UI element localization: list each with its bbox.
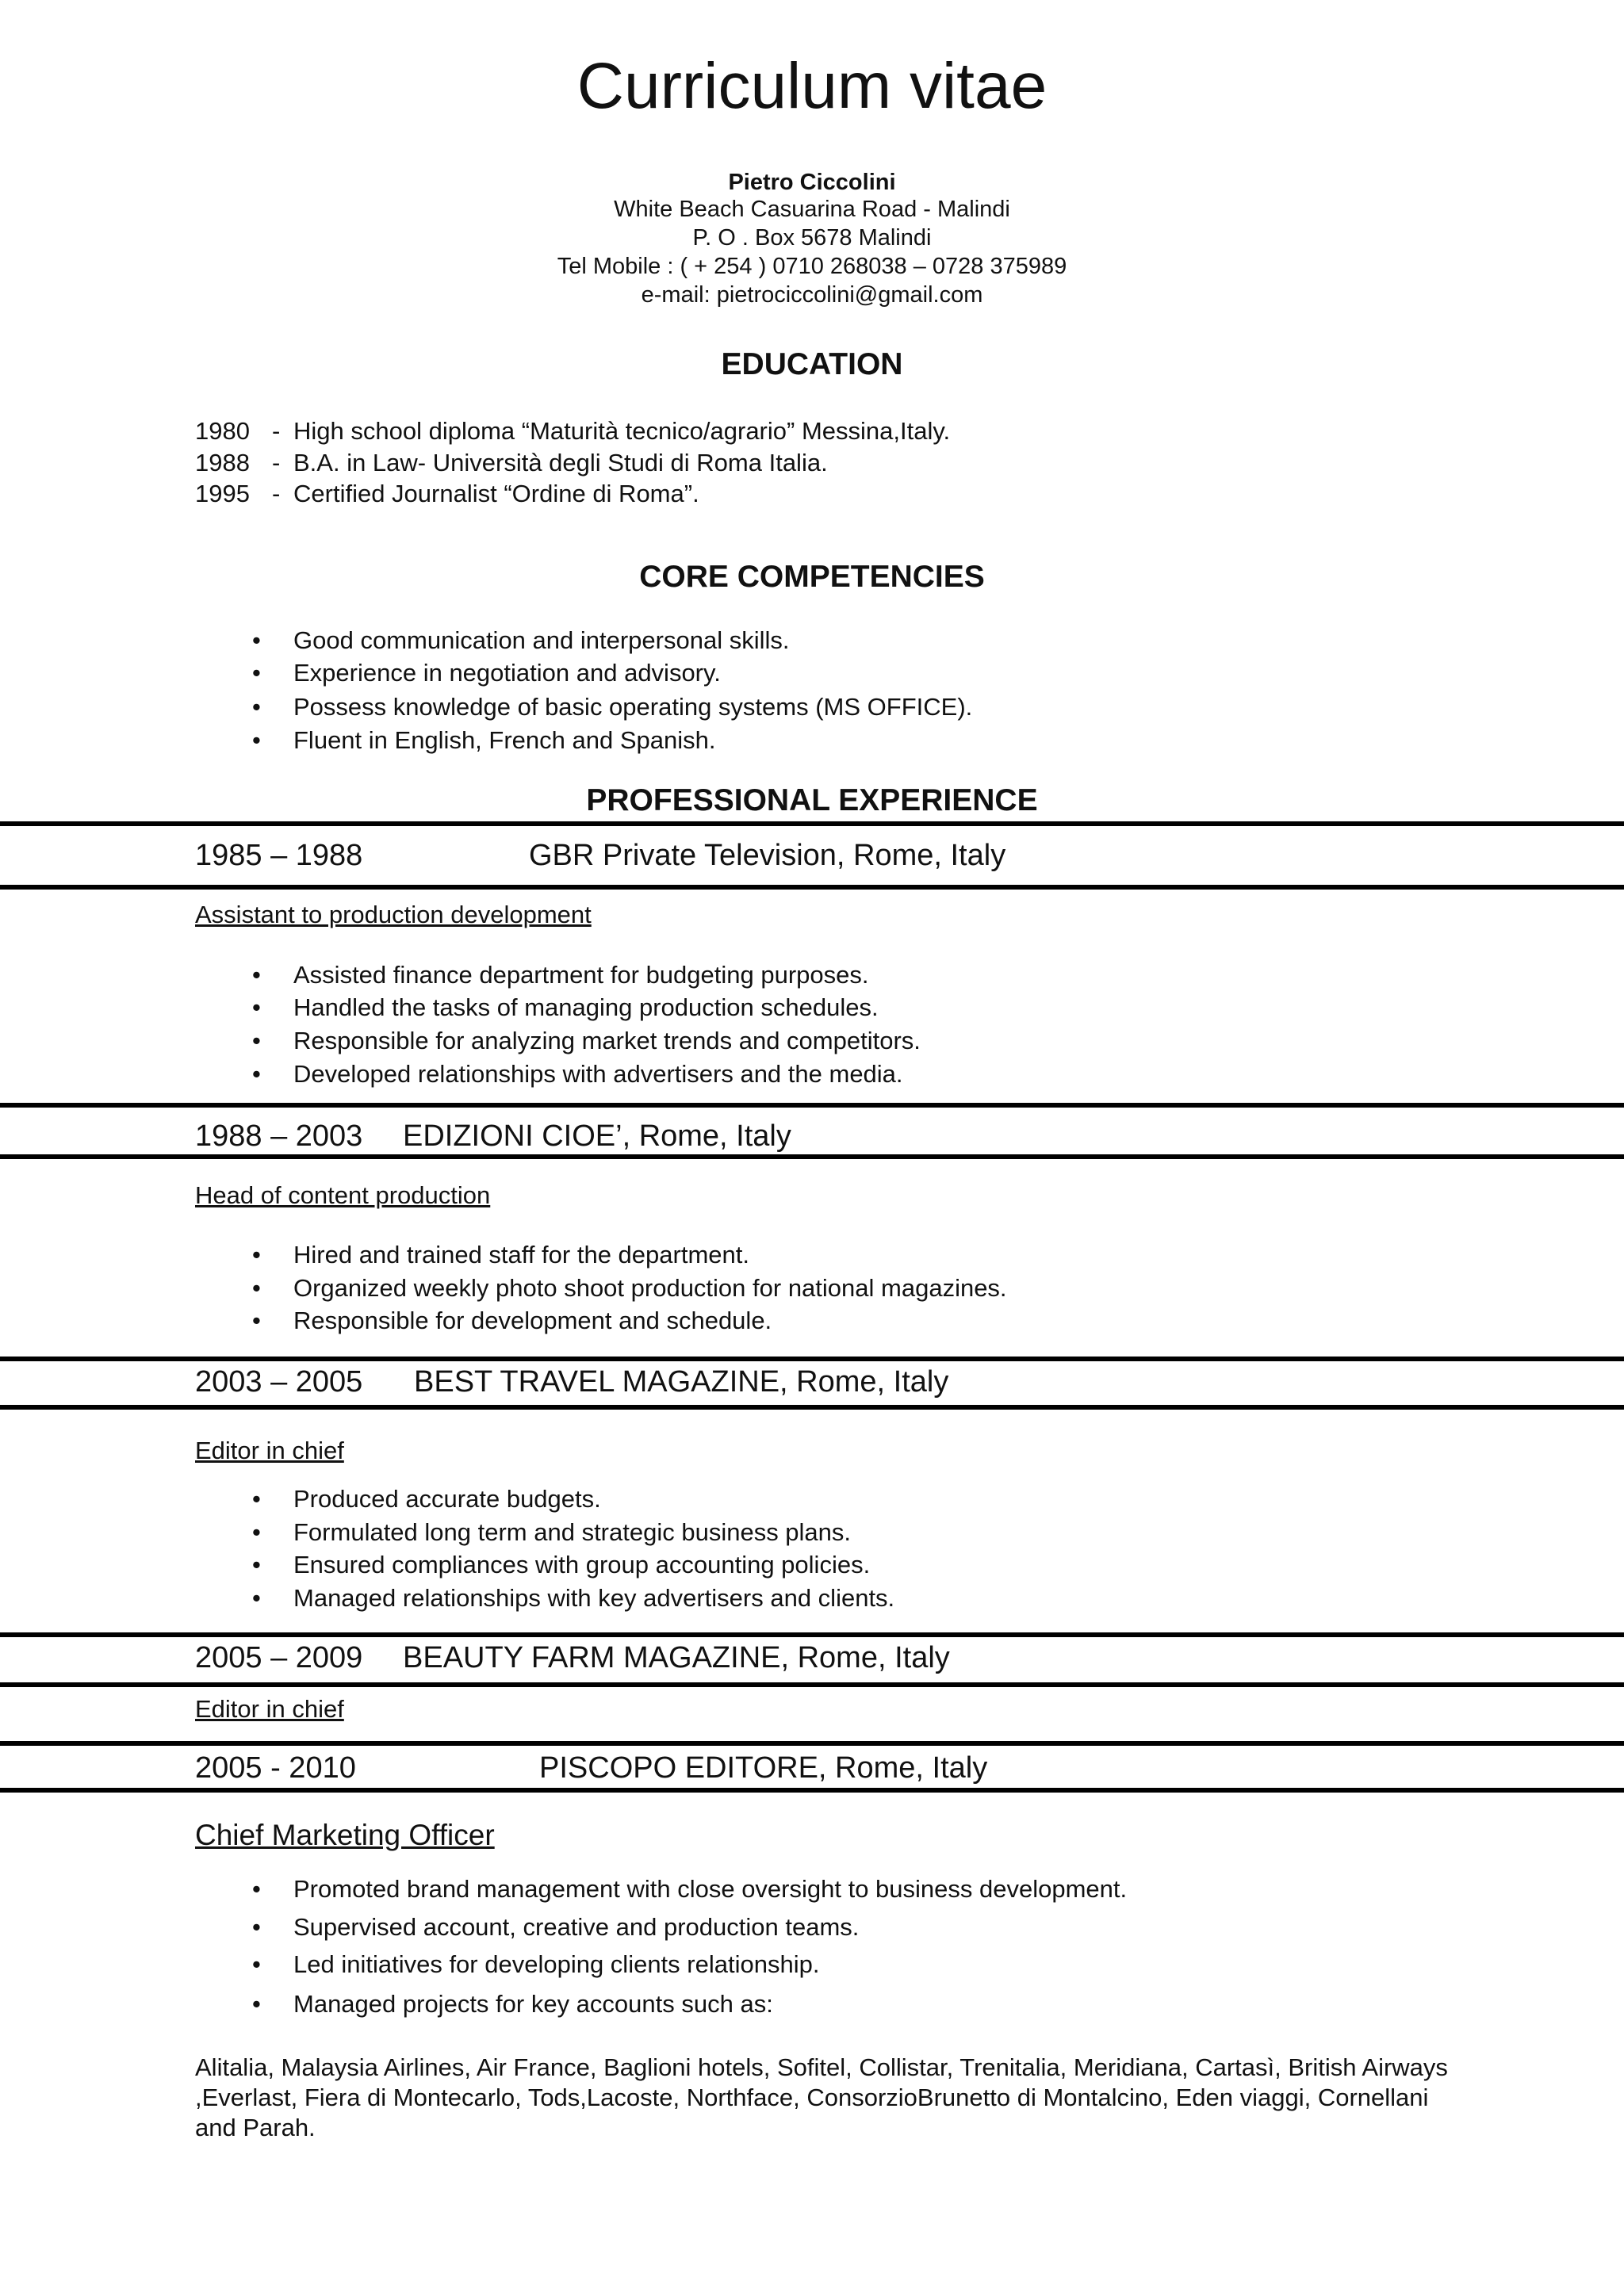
job-role: Chief Marketing Officer (195, 1819, 495, 1851)
section-divider (0, 821, 1624, 826)
education-dash: - (272, 417, 281, 445)
job-role: Editor in chief (195, 1437, 344, 1464)
section-divider (0, 1154, 1624, 1159)
bullet-icon: • (252, 1518, 261, 1546)
competencies-heading: CORE COMPETENCIES (639, 560, 985, 594)
contact-address-line-2: P. O . Box 5678 Malindi (692, 225, 932, 251)
bullet-icon: • (252, 1913, 261, 1941)
job-duty: Formulated long term and strategic business plans. (293, 1518, 852, 1546)
job-dates: 1985 – 1988 (195, 839, 363, 872)
competency-item: Experience in negotiation and advisory. (293, 659, 721, 687)
bullet-icon: • (252, 1551, 261, 1578)
job-role: Head of content production (195, 1181, 491, 1209)
job-duty: Responsible for development and schedule. (293, 1307, 772, 1334)
section-divider (0, 1103, 1624, 1108)
page-title: Curriculum vitae (576, 50, 1048, 122)
contact-name: Pietro Ciccolini (728, 170, 896, 195)
bullet-icon: • (252, 1274, 261, 1302)
education-item: B.A. in Law- Università degli Studi di Roma Italia. (293, 449, 828, 476)
bullet-icon: • (252, 726, 261, 754)
bullet-icon: • (252, 1485, 261, 1513)
experience-heading: PROFESSIONAL EXPERIENCE (586, 783, 1038, 817)
section-divider (0, 1357, 1624, 1361)
job-dates: 2005 - 2010 (195, 1751, 356, 1785)
job-dates: 1988 – 2003 (195, 1119, 363, 1153)
bullet-icon: • (252, 1584, 261, 1612)
education-year: 1995 (195, 480, 250, 507)
education-item: Certified Journalist “Ordine di Roma”. (293, 480, 699, 507)
bullet-icon: • (252, 1950, 261, 1978)
clients-paragraph: Alitalia, Malaysia Airlines, Air France, Baglioni hotels, Sofitel, Collistar, Trenitalia, Meridiana, Cartasì, British Airways ,Everlast, Fiera di Montecarlo, Tods,Lacoste, Northface, ConsorzioBrunetto di Montalcino, Eden viaggi, Cornellani and Parah. (195, 2053, 1448, 2141)
section-divider (0, 1788, 1624, 1793)
bullet-icon: • (252, 1241, 261, 1269)
job-duty: Managed relationships with key advertisers and clients. (293, 1584, 895, 1612)
job-duty: Led initiatives for developing clients relationship. (293, 1950, 820, 1978)
job-dates: 2005 – 2009 (195, 1641, 363, 1674)
bullet-icon: • (252, 659, 261, 687)
job-duty: Ensured compliances with group accounting policies. (293, 1551, 871, 1578)
bullet-icon: • (252, 1990, 261, 2018)
job-company: GBR Private Television, Rome, Italy (529, 839, 1006, 872)
job-role: Assistant to production development (195, 901, 592, 928)
competency-item: Possess knowledge of basic operating systems (MS OFFICE). (293, 693, 973, 721)
bullet-icon: • (252, 1060, 261, 1088)
competency-item: Fluent in English, French and Spanish. (293, 726, 716, 754)
contact-email: e-mail: pietrociccolini@gmail.com (641, 282, 983, 308)
bullet-icon: • (252, 693, 261, 721)
job-company: EDIZIONI CIOE’, Rome, Italy (403, 1119, 791, 1153)
contact-phone: Tel Mobile : ( + 254 ) 0710 268038 – 0728 375989 (557, 254, 1067, 279)
contact-address-line-1: White Beach Casuarina Road - Malindi (614, 197, 1010, 222)
bullet-icon: • (252, 1027, 261, 1054)
job-duty: Produced accurate budgets. (293, 1485, 601, 1513)
job-duty: Promoted brand management with close oversight to business development. (293, 1875, 1128, 1903)
bullet-icon: • (252, 961, 261, 989)
job-duty: Supervised account, creative and production teams. (293, 1913, 860, 1941)
section-divider (0, 885, 1624, 890)
job-dates: 2003 – 2005 (195, 1365, 363, 1399)
education-dash: - (272, 480, 281, 507)
job-duty: Managed projects for key accounts such as: (293, 1990, 773, 2018)
job-company: BEAUTY FARM MAGAZINE, Rome, Italy (403, 1641, 950, 1674)
job-duty: Responsible for analyzing market trends and competitors. (293, 1027, 921, 1054)
bullet-icon: • (252, 993, 261, 1021)
job-duty: Assisted finance department for budgeting purposes. (293, 961, 869, 989)
education-heading: EDUCATION (721, 347, 903, 381)
education-item: High school diploma “Maturità tecnico/agrario” Messina,Italy. (293, 417, 951, 445)
education-dash: - (272, 449, 281, 476)
job-company: PISCOPO EDITORE, Rome, Italy (539, 1751, 988, 1785)
job-company: BEST TRAVEL MAGAZINE, Rome, Italy (414, 1365, 949, 1399)
bullet-icon: • (252, 1875, 261, 1903)
job-duty: Handled the tasks of managing production schedules. (293, 993, 879, 1021)
section-divider (0, 1682, 1624, 1687)
bullet-icon: • (252, 1307, 261, 1334)
job-role: Editor in chief (195, 1695, 344, 1723)
section-divider (0, 1741, 1624, 1746)
section-divider (0, 1632, 1624, 1637)
bullet-icon: • (252, 626, 261, 654)
education-year: 1988 (195, 449, 250, 476)
competency-item: Good communication and interpersonal skills. (293, 626, 790, 654)
job-duty: Hired and trained staff for the department. (293, 1241, 749, 1269)
education-year: 1980 (195, 417, 250, 445)
job-duty: Developed relationships with advertisers and the media. (293, 1060, 903, 1088)
section-divider (0, 1405, 1624, 1410)
job-duty: Organized weekly photo shoot production for national magazines. (293, 1274, 1007, 1302)
